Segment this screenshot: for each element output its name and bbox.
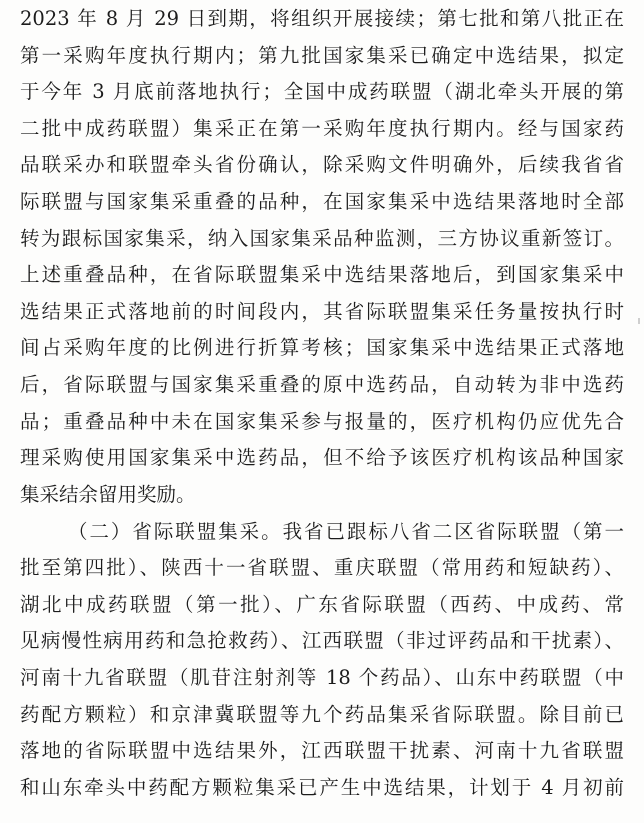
text-line-17: 湖北中成药联盟（第一批）、广东省际联盟（西药、中成药、常 xyxy=(20,593,624,616)
text-line-12: 品；重叠品种中未在国家集采参与报量的，医疗机构仍应优先合 xyxy=(20,410,624,433)
text-line-7: 转为跟标国家集采，纳入国家集采品种监测，三方协议重新签订。 xyxy=(20,227,624,250)
text-line-13: 理采购使用国家集采中选药品，但不给予该医疗机构该品种国家 xyxy=(20,446,624,469)
text-line-1: 2023 年 8 月 29 日到期，将组织开展接续；第七批和第八批正在 xyxy=(20,7,624,30)
text-line-2: 第一采购年度执行期内；第九批国家集采已确定中选结果，拟定 xyxy=(20,44,624,67)
text-line-3: 于今年 3 月底前落地执行；全国中成药联盟（湖北牵头开展的第 xyxy=(20,80,624,103)
text-line-21: 落地的省际联盟中选结果外，江西联盟干扰素、河南十九省联盟 xyxy=(20,739,624,762)
text-line-5: 品联采办和联盟牵头省份确认，除采购文件明确外，后续我省省 xyxy=(20,153,624,176)
text-line-11: 后，省际联盟与国家集采重叠的原中选药品，自动转为非中选药 xyxy=(20,373,624,396)
text-line-8: 上述重叠品种，在省际联盟集采中选结果落地后，到国家集采中 xyxy=(20,263,624,286)
text-line-20: 药配方颗粒）和京津冀联盟等九个药品集采省际联盟。除目前已 xyxy=(20,703,624,726)
text-line-10: 间占采购年度的比例进行折算考核；国家集采中选结果正式落地 xyxy=(20,336,624,359)
section-heading-line: （二）省际联盟集采。我省已跟标八省二区省际联盟（第一 xyxy=(68,520,624,543)
text-line-22: 和山东牵头中药配方颗粒集采已产生中选结果，计划于 4 月初前 xyxy=(20,776,624,799)
text-line-14: 集采结余留用奖励。 xyxy=(20,483,196,506)
scan-edge-mark xyxy=(638,318,640,324)
text-line-9: 选结果正式落地前的时间段内，其省际联盟集采任务量按执行时 xyxy=(20,300,624,323)
text-line-6: 际联盟与国家集采重叠的品种，在国家集采中选结果落地时全部 xyxy=(20,190,624,213)
text-line-4: 二批中成药联盟）集采正在第一采购年度执行期内。经与国家药 xyxy=(20,117,624,140)
text-line-18: 见病慢性病用药和急抢救药）、江西联盟（非过评药品和干扰素）、 xyxy=(20,629,624,652)
text-line-19: 河南十九省联盟（肌苷注射剂等 18 个药品）、山东中药联盟（中 xyxy=(20,666,624,689)
text-line-16: 批至第四批）、陕西十一省联盟、重庆联盟（常用药和短缺药）、 xyxy=(20,556,624,579)
